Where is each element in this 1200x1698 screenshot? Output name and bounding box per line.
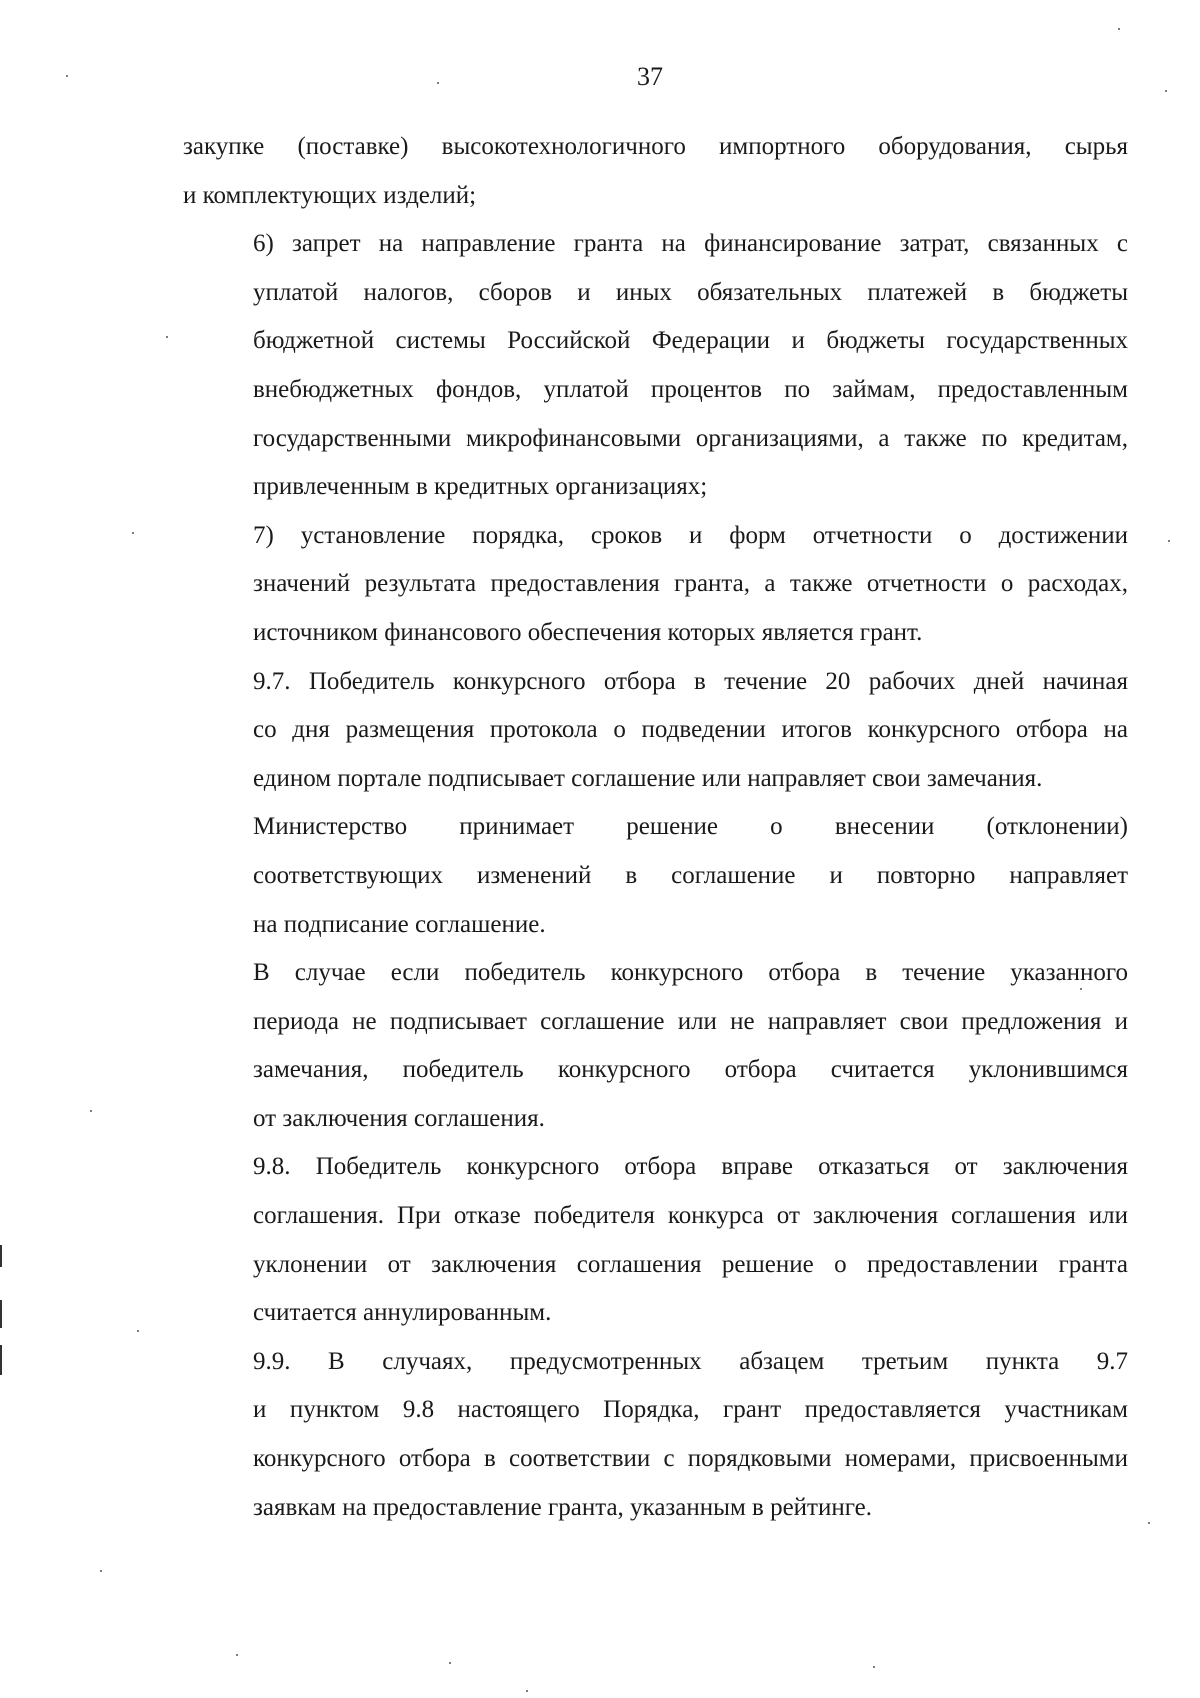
text-line: заявкам на предоставление гранта, указанным в рейтинге. [253, 1493, 872, 1521]
text-line: и пунктом 9.8 настоящего Порядка, грант предоставляется участникам [253, 1396, 1128, 1424]
text-line: источником финансового обеспечения которых является грант. [253, 618, 923, 646]
text-line: значений результата предоставления гранта, а также отчетности о расходах, [253, 570, 1128, 598]
scan-edge-mark [0, 1300, 2, 1328]
text-line: 9.9. В случаях, предусмотренных абзацем третьим пункта 9.7 [253, 1347, 1128, 1375]
text-line: 7) установление порядка, сроков и форм отчетности о достижении [253, 521, 1128, 549]
text-line: конкурсного отбора в соответствии с порядковыми номерами, присвоенными [253, 1445, 1128, 1473]
text-line: от заключения соглашения. [253, 1104, 545, 1132]
text-line: 9.7. Победитель конкурсного отбора в течение 20 рабочих дней начиная [253, 667, 1128, 695]
paragraph-ministry [183, 803, 1128, 949]
text-line: привлеченным в кредитных организациях; [253, 473, 708, 501]
text-line: едином портале подписывает соглашение или направляет свои замечания. [253, 764, 1043, 792]
text-line: соответствующих изменений в соглашение и повторно направляет [253, 861, 1128, 889]
text-line: государственными микрофинансовыми организациями, а также по кредитам, [253, 424, 1128, 452]
paragraph-9-9 [183, 1338, 1128, 1532]
text-line: В случае если победитель конкурсного отбора в течение указанного [253, 959, 1128, 987]
document-body [183, 123, 1128, 1532]
scan-edge-mark [0, 1245, 2, 1267]
text-line: считается аннулированным. [253, 1299, 552, 1327]
paragraph-9-7 [183, 658, 1128, 804]
paragraph-winner-evades [183, 949, 1128, 1143]
paragraph-9-8 [183, 1143, 1128, 1337]
paragraph-item-7 [183, 512, 1128, 658]
text-line: уплатой налогов, сборов и иных обязательных платежей в бюджеты [253, 278, 1128, 306]
text-line: на подписание соглашение. [253, 910, 546, 938]
paragraph-item-6 [183, 220, 1128, 512]
scan-edge-mark [0, 1345, 2, 1375]
text-line: периода не подписывает соглашение или не направляет свои предложения и [253, 1007, 1128, 1035]
text-line: 6) запрет на направление гранта на финансирование затрат, связанных с [253, 230, 1128, 258]
text-line: Министерство принимает решение о внесении (отклонении) [253, 813, 1128, 841]
text-line: и комплектующих изделий; [183, 181, 477, 209]
text-line: внебюджетных фондов, уплатой процентов по займам, предоставленным [253, 375, 1128, 403]
text-line: бюджетной системы Российской Федерации и бюджеты государственных [253, 327, 1128, 355]
text-line: соглашения. При отказе победителя конкурса от заключения соглашения или [253, 1202, 1128, 1230]
text-line: уклонении от заключения соглашения решение о предоставлении гранта [253, 1250, 1128, 1278]
page-number: 37 [637, 62, 663, 91]
text-line: замечания, победитель конкурсного отбора считается уклонившимся [253, 1056, 1128, 1084]
text-line: со дня размещения протокола о подведении итогов конкурсного отбора на [253, 716, 1128, 744]
paragraph-continuation [183, 123, 1128, 220]
text-line: 9.8. Победитель конкурсного отбора вправе отказаться от заключения [253, 1153, 1128, 1181]
text-line: закупке (поставке) высокотехнологичного импортного оборудования, сырья [183, 133, 1128, 160]
